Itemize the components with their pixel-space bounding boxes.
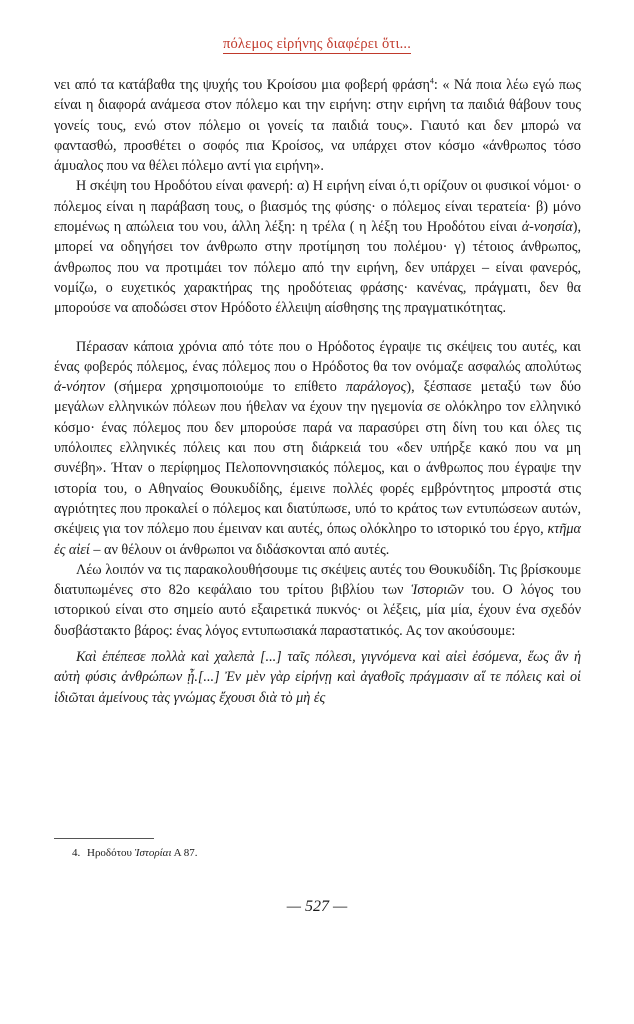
paragraph-3-italic-2: παράλογος: [345, 379, 407, 396]
paragraph-2: [54, 176, 581, 318]
running-head: [0, 36, 634, 53]
paragraph-4-text-b: του. Ο λόγος του ιστορικού είναι στο σημείο αυτό εξαιρετικά πυκνός· οι λέξεις, μία μία, έχουν ένα σχεδόν δυσβάστακτο βάρος: ένας λόγος εντυπωσιακά παραστατικός. Ας τον ακούσουμε:: [54, 582, 581, 639]
paragraph-3: [54, 337, 581, 560]
paragraph-2-text-b: ), μπορεί να οδηγήσει τον άνθρωπο στην προτίμηση του πολέμου· γ) τέτοιος άνθρωπος, άνθρωπος που να προτιμάει τον πόλεμο από την ειρήνη, δεν υπάρχει – είναι φανερός, νομίζω, ο ευχετικός χαρακτήρας της ηροδότειας φράσης· κανένας, πράγματι, δεν θα μπορούσε να αποδώσει στον Ηρόδοτο έλλειψη αίσθησης της πραγματικότητας.: [54, 219, 581, 317]
footnote-author: Ηροδότου: [87, 847, 132, 859]
footnote-work: Ἱστορίαι: [134, 847, 172, 859]
paragraph-3-text-b: (σήμερα χρησιμοποιούμε το επίθετο: [105, 379, 346, 396]
paragraph-4: [54, 560, 581, 641]
paragraph-1-text-b: : « Νά ποια λέω εγώ πως είναι η διαφορά ανάμεσα στον πόλεμο και την ειρήνη: στην ειρήνη τα παιδιά θάβουν τους γονείς τους, ενώ στον πόλεμο οι γονείς τα παιδιά τους». Γιαυτό και δεν μπορώ να φαντασθώ, προσθέτει ο σοφός πια Κροίσος, να υπάρχει στον κόσμο «άνθρωπος τόσο άμυαλος που να θέλει πόλεμο αντί για ειρήνη».: [54, 77, 581, 175]
paragraph-3-italic-1: ἀ-νόητον: [54, 379, 106, 396]
footnote-marker: 4: [429, 76, 434, 86]
paragraph-1: [54, 75, 581, 176]
paragraph-3-text-a: Πέρασαν κάποια χρόνια από τότε που ο Ηρόδοτος έγραψε τις σκέψεις του αυτές, και ένας φοβερός πόλεμος, ένας πόλεμος που ο Ηρόδοτος θα τον ονόμαζε ασφαλώς απολύτως: [54, 338, 581, 375]
page-number: — 527 —: [286, 898, 348, 915]
body-text: [54, 75, 581, 708]
paragraph-1-text-a: νει από τα κατάβαθα της ψυχής του Κροίσου μια φοβερή φράση: [54, 77, 430, 93]
footnote: [72, 847, 198, 859]
paragraph-2-italic: ἀ-νοησία: [521, 219, 573, 236]
paragraph-3-italic-3: κτῆμα ἐς αἰεί: [54, 521, 581, 558]
footnote-reference: Α 87.: [173, 847, 198, 859]
footnote-divider: [54, 838, 154, 839]
paragraph-2-text-a: Η σκέψη του Ηροδότου είναι φανερή: α) Η ειρήνη είναι ό,τι ορίζουν οι φυσικοί νόμοι· ο πόλεμος είναι η παράβαση τους, ο βιασμός της φύσης· ο πόλεμος είναι τερατεία· β) μόνο επομένως η απώλεια του νου, άλλη λέξη: η τρέλα ( η λέξη του Ηροδότου είναι: [54, 178, 581, 236]
footnote-number: 4.: [72, 847, 81, 859]
paragraph-3-text-d: – αν θέλουν οι άνθρωποι να διδάσκονται από αυτές.: [89, 541, 390, 558]
paragraph-3-text-c: ), ξέσπασε μεταξύ των δύο μεγάλων ελληνικών πόλεων που ήθελαν να έχουν την ηγεμονία σε ολόκληρο τον ελληνικό κόσμο· ένας πόλεμος που δεν μπορούσε παρά να παρασύρει στη δίνη του και όλες τις υπόλοιπες ελληνικές πόλεις και που στη διάρκειά του «δεν υπήρξε κακό που να μη συνέβη». Ήταν ο περίφημος Πελοποννησιακός πόλεμος, και ο άνθρωπος που έγραψε την ιστορία του, ο Αθηναίος Θουκυδίδης, έμεινε πολλές φορές εμβρόντητος μπροστά στις αγριότητες που προκαλεί ο πόλεμος και διατύπωσε, υπό το κράτος των εντυπώσεων αυτών, σκέψεις για τον πόλεμο που έμειναν και αυτές, όπως ολόκληρο το ιστορικό του έργο,: [54, 379, 581, 538]
running-head-title: πόλεμος εἰρήνης διαφέρει ὅτι...: [222, 36, 412, 52]
paragraph-4-text-a: Λέω λοιπόν να τις παρακολουθήσουμε τις σκέψεις αυτές του Θουκυδίδη. Τις βρίσκουμε διατυπωμένες στο 82ο κεφάλαιο του τρίτου βιβλίου των: [54, 561, 581, 599]
paragraph-4-italic: Ἱστοριῶν: [411, 582, 464, 599]
thucydides-quote: Καὶ ἐπέπεσε πολλὰ καὶ χαλεπὰ [...] ταῖς πόλεσι, γιγνόμενα καὶ αἰεὶ ἐσόμενα, ἕως ἂν ἡ αὐτὴ φύσις ἀνθρώπων ᾖ.[...] Ἐν μὲν γὰρ εἰρήνῃ καὶ ἀγαθοῖς πράγμασιν αἵ τε πόλεις καὶ οἱ ἰδιῶται ἀμείνους τὰς γνώμας ἔχουσι διὰ τὸ μὴ ἐς: [54, 649, 581, 706]
